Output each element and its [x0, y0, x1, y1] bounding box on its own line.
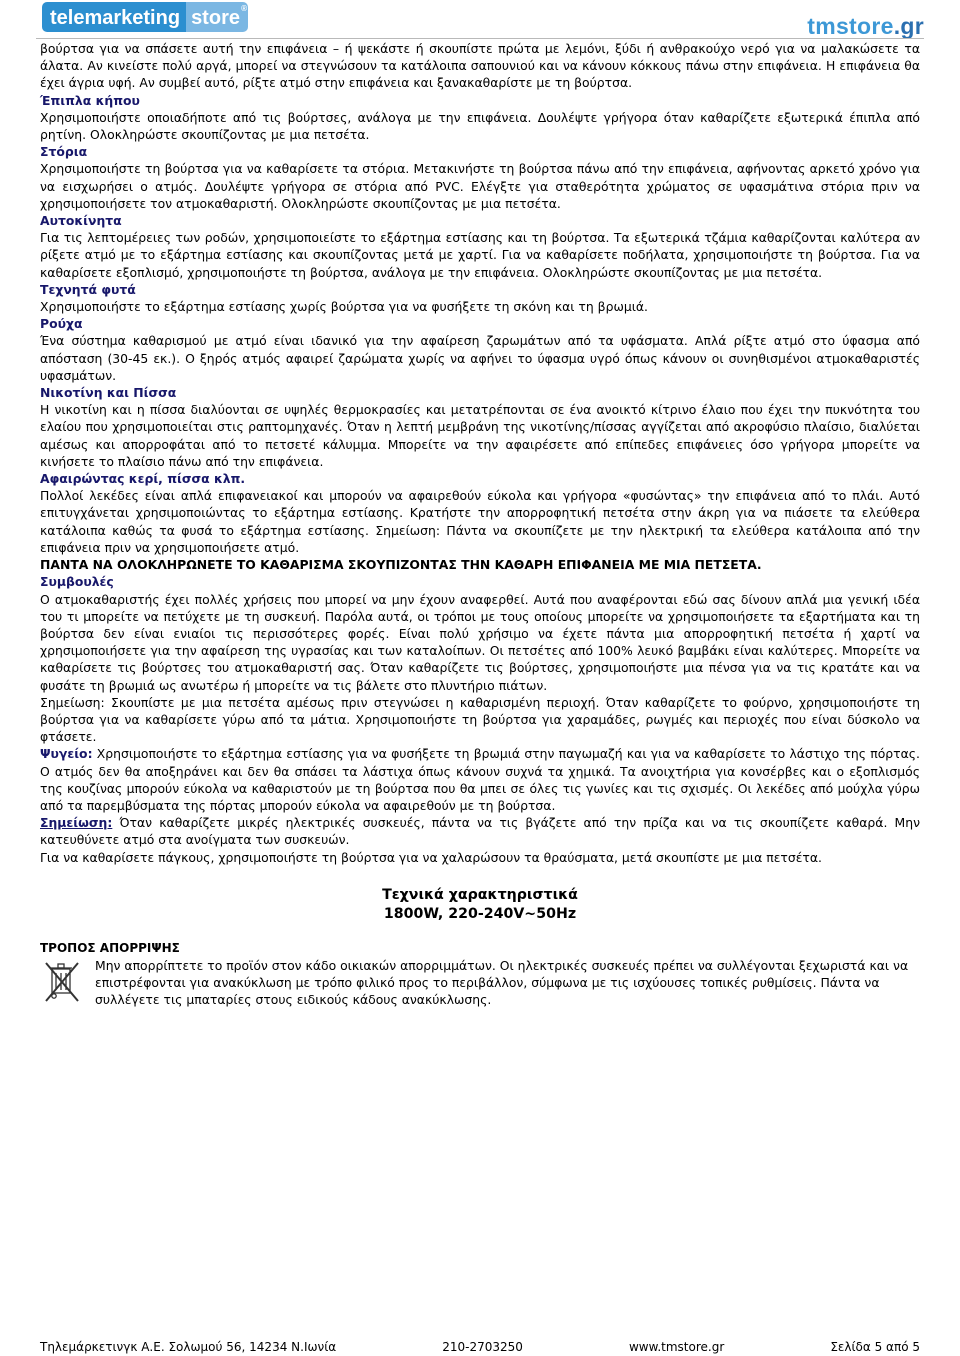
small-appliances-text: Όταν καθαρίζετε μικρές ηλεκτρικές συσκευές, πάντα να τις βγάζετε από την πρίζα και να τις σκουπίζετε καθαρά. Μην κατευθύνετε ατμό στα ανοίγματα των συσκευών. [40, 815, 920, 848]
clothes-heading: Ρούχα [40, 316, 83, 332]
crossed-out-wheelie-bin-icon [40, 959, 84, 1007]
tips-text: Ο ατμοκαθαριστής έχει πολλές χρήσεις που μπορεί να μην έχουν αναφερθεί. Αυτά που αναφέρονται εδώ σας δίνουν απλά μια γενική ιδέα του τι μπορείτε να πετύχετε με τη συσκευή. Παρόλα αυτά, οι τρόποι με τους οποίους μπορείτε να χρησιμοποιήσετε τα εξαρτήματα και τη βούρτσα δεν είναι ενιαίοι τις περισσότερες φορές. Είναι πολύ χρήσιμο να έχετε πάντα μια απορροφητική πετσέτα ή χαρτί να χρησιμοποιήσετε για την αφαίρεση της υγρασίας και των καταλοίπων. Οι πετσέτες από 100% λευκό βαμβάκι είναι καλύτερες. Μπορείτε να καθαρίσετε τις βούρτσες του ατμοκαθαριστή σας. Όταν καθαρίζετε τις βούρτσες, χρησιμοποιήστε μια πένσα για να τις κρατάτε και να φυσάτε τη βρωμιά ως ανωτέρω ή μπορείτε να τις βάλετε στο πλυντήριο πιάτων. [40, 591, 920, 693]
small-appliances-paragraph [40, 814, 920, 848]
note-paragraph: Σημείωση: Σκουπίστε με μια πετσέτα αμέσως πριν στεγνώσει η καθαρισμένη περιοχή. Όταν καθαρίζετε το φούρνο, χρησιμοποιήστε τη βούρτσα για να καθαρίσετε γύρω από τα μάτια. Χρησιμοποιήστε τη βούρτσα για χαραμάδες, ρωγμές και περιοχές που είναι δύσκολο να φτάσετε. [40, 694, 920, 745]
blinds-text: Χρησιμοποιήστε τη βούρτσα για να καθαρίσετε τα στόρια. Μετακινήστε τη βούρτσα πάνω από την επιφάνεια, αφήνοντας αρκετό χρόνο για να εισχωρήσει ο ατμός. Δουλέψτε γρήγορα σε στόρια από PVC. Ελέγξτε για σταθερότητα χρώματος σε υφασμάτινα στόρια πριν να χρησιμοποιήσετε τον ατμοκαθαριστή. Ολοκληρώστε σκουπίζοντας με μια πετσέτα. [40, 161, 920, 211]
disposal-section [40, 957, 920, 1009]
specs-value: 1800W, 220-240V~50Hz [383, 905, 577, 922]
cars-text: Για τις λεπτομέρειες των ροδών, χρησιμοποιείστε το εξάρτημα εστίασης και τη βούρτσα. Τα εξωτερικά τζάμια καθαρίζονται καλύτερα αν ρίξετε ατμό με το εξάρτημα εστίασης και σκουπίζοντας μετά με χαρτί. Για να καθαρίσετε ποδήλατα, χρησιμοποιήστε τη βούρτσα. Για να καθαρίσετε εξοπλισμό, χρησιμοποιήστε τη βούρτσα, ανάλογα με την επιφάνεια. Ολοκληρώστε σκουπίζοντας με μια πετσέτα. [40, 230, 920, 280]
footer-phone: 210-2703250 [442, 1340, 523, 1354]
fridge-label: Ψυγείο: [40, 746, 93, 762]
footer-page-number: Σελίδα 5 από 5 [830, 1340, 920, 1354]
site-name: tmstore.gr [807, 13, 924, 39]
disposal-heading: ΤΡΟΠΟΣ ΑΠΟΡΡΙΨΗΣ [40, 940, 180, 955]
disposal-text: Μην απορρίπτετε το προϊόν στον κάδο οικιακών απορριμμάτων. Οι ηλεκτρικές συσκευές πρέπει να συλλέγονται ξεχωριστά και να επιστρέφονται για ανακύκλωση με τρόπο φιλικό προς το περιβάλλον, σύμφωνα με τις ισχύουσες τοπικές ρυθμίσεις. Πάντα να συλλέγετε τις μπαταρίες στους ειδικούς κάδους ανακύκλωσης. [95, 957, 909, 1008]
footer-web[interactable]: www.tmstore.gr [628, 1340, 725, 1354]
logo-right-text: store ® [186, 2, 248, 32]
header-divider [36, 38, 924, 39]
technical-specs [40, 886, 920, 924]
clothes-text: Ένα σύστημα καθαρισμού με ατμό είναι ιδανικό για την αφαίρεση ζαρωμάτων από τα υφάσματα. Απλά ρίξτε ατμό στο ύφασμα από απόσταση (30-45 εκ.). Ο ξηρός ατμός αφαιρεί ζαρώματα χωρίς να αφήνει το ύφασμα υγρό όπως κάνουν οι συνηθισμένοι ατμοκαθαριστές υφασμάτων. [40, 333, 920, 383]
telemarketing-store-logo [42, 2, 248, 32]
nicotine-text: Η νικοτίνη και η πίσσα διαλύονται σε υψηλές θερμοκρασίες και μετατρέπονται σε ένα ανοικτό κίτρινο έλαιο που έχει την πυκνότητα του ελαίου που χρησιμοποιείται στις ραπτομηχανές. Όταν η λεπτή μεμβράνη της νικοτίνης/πίσσας αγγίζεται από ακροφύσιο πλαίσιο, διαλύεται αμέσως και απορροφάται από το πετσετέ κάλυμμα. Μπορείτε να την αφαιρέσετε από επίπεδες επιφάνειες όσο γρήγορα μπορείτε να κινήσετε το πλαίσιο πάνω από την επιφάνεια. [40, 402, 920, 469]
cars-heading: Αυτοκίνητα [40, 213, 122, 229]
note-label: Σημείωση: [40, 815, 113, 831]
blinds-heading: Στόρια [40, 144, 88, 160]
final-wipe-notice: ΠΑΝΤΑ ΝΑ ΟΛΟΚΛΗΡΩΝΕΤΕ ΤΟ ΚΑΘΑΡΙΣΜΑ ΣΚΟΥΠΙΖΟΝΤΑΣ ΤΗΝ ΚΑΘΑΡΗ ΕΠΙΦΑΝΕΙΑ ΜΕ ΜΙΑ ΠΕΤΣΕΤΑ. [40, 557, 762, 573]
garden-furniture-text: Χρησιμοποιήστε οποιαδήποτε από τις βούρτσες, ανάλογα με την επιφάνεια. Δουλέψτε γρήγορα όταν καθαρίζετε εξωτερικά έπιπλα από ρητίνη. Ολοκληρώστε σκουπίζοντας με μια πετσέτα. [40, 109, 920, 143]
artificial-plants-heading: Τεχνητά φυτά [40, 281, 136, 297]
fridge-paragraph [40, 745, 920, 814]
page-header [0, 0, 960, 40]
tips-heading: Συμβουλές [40, 574, 114, 590]
specs-title: Τεχνικά χαρακτηριστικά [382, 886, 578, 903]
document-body [40, 40, 920, 1009]
artificial-plants-text: Χρησιμοποιήστε το εξάρτημα εστίασης χωρίς βούρτσα για να φυσήξετε τη σκόνη και τη βρωμιά. [40, 299, 649, 315]
fridge-text: Χρησιμοποιήστε το εξάρτημα εστίασης για να φυσήξετε τη βρωμιά στην παγωμαζή και για να καθαρίσετε το λάστιχο της πόρτας. Ο ατμός δεν θα αποξηράνει και δεν θα σπάσει τα λάστιχα όπως κάνουν συχνά τα χημικά. Τα ανοιχτήρια για κονσέρβες και ο εξοπλισμός της κουζίνας μπορούν εύκολα να καθαριστούν με τη βούρτσα που θα μπει σε όλες τις γωνίες και τις σχισμές. Οι λεκέδες από μούχλα γύρω από τα παρεμβύσματα της πόρτας μπορούν εύκολα να αφαιρεθούν με τη βούρτσα. [40, 746, 920, 813]
logo-left-text: telemarketing [42, 2, 186, 32]
wax-removal-heading: Αφαιρώντας κερί, πίσσα κλπ. [40, 471, 246, 487]
garden-furniture-heading: Έπιπλα κήπου [40, 92, 140, 108]
page-footer [40, 1340, 920, 1354]
footer-company: Τηλεμάρκετινγκ Α.Ε. Σολωμού 56, 14234 Ν.Ιωνία [40, 1340, 337, 1354]
counters-paragraph: Για να καθαρίσετε πάγκους, χρησιμοποιήστε τη βούρτσα για να χαλαρώσουν τα θραύσματα, μετά σκουπίστε με μια πετσέτα. [40, 849, 822, 865]
nicotine-heading: Νικοτίνη και Πίσσα [40, 385, 177, 401]
intro-paragraph: βούρτσα για να σπάσετε αυτή την επιφάνεια – ή ψεκάστε ή σκουπίστε πρώτα με λεμόνι, ξύδι ή ανθρακούχο νερό για να μαλακώσετε τα άλατα. Αν κινείστε πολύ αργά, μπορεί να στεγνώσουν τα κατάλοιπα σαπουνιού και να κάνουν κόκκους πάνω στην επιφάνεια. Η επιφάνεια θα έχει άγρια υφή. Αν συμβεί αυτό, ρίξτε ατμό στην επιφάνεια και ξανακαθαρίστε με τη βούρτσα. [40, 41, 920, 91]
wax-removal-text: Πολλοί λεκέδες είναι απλά επιφανειακοί και μπορούν να αφαιρεθούν εύκολα και γρήγορα «φυσώντας» την επιφάνεια από το πλάι. Αυτό επιτυγχάνεται χρησιμοποιώντας το εξάρτημα εστίασης. Κρατήστε την απορροφητική πετσέτα στην άκρη για να πιάσετε τα ελεύθερα κατάλοιπα καθώς τα φυσά το εξάρτημα εστίασης. Σημείωση: Πάντα να σκουπίζετε με την ηλεκτρική τα ελεύθερα κατάλοιπα από την επιφάνεια πριν να χρησιμοποιήσετε ατμό. [40, 488, 920, 555]
